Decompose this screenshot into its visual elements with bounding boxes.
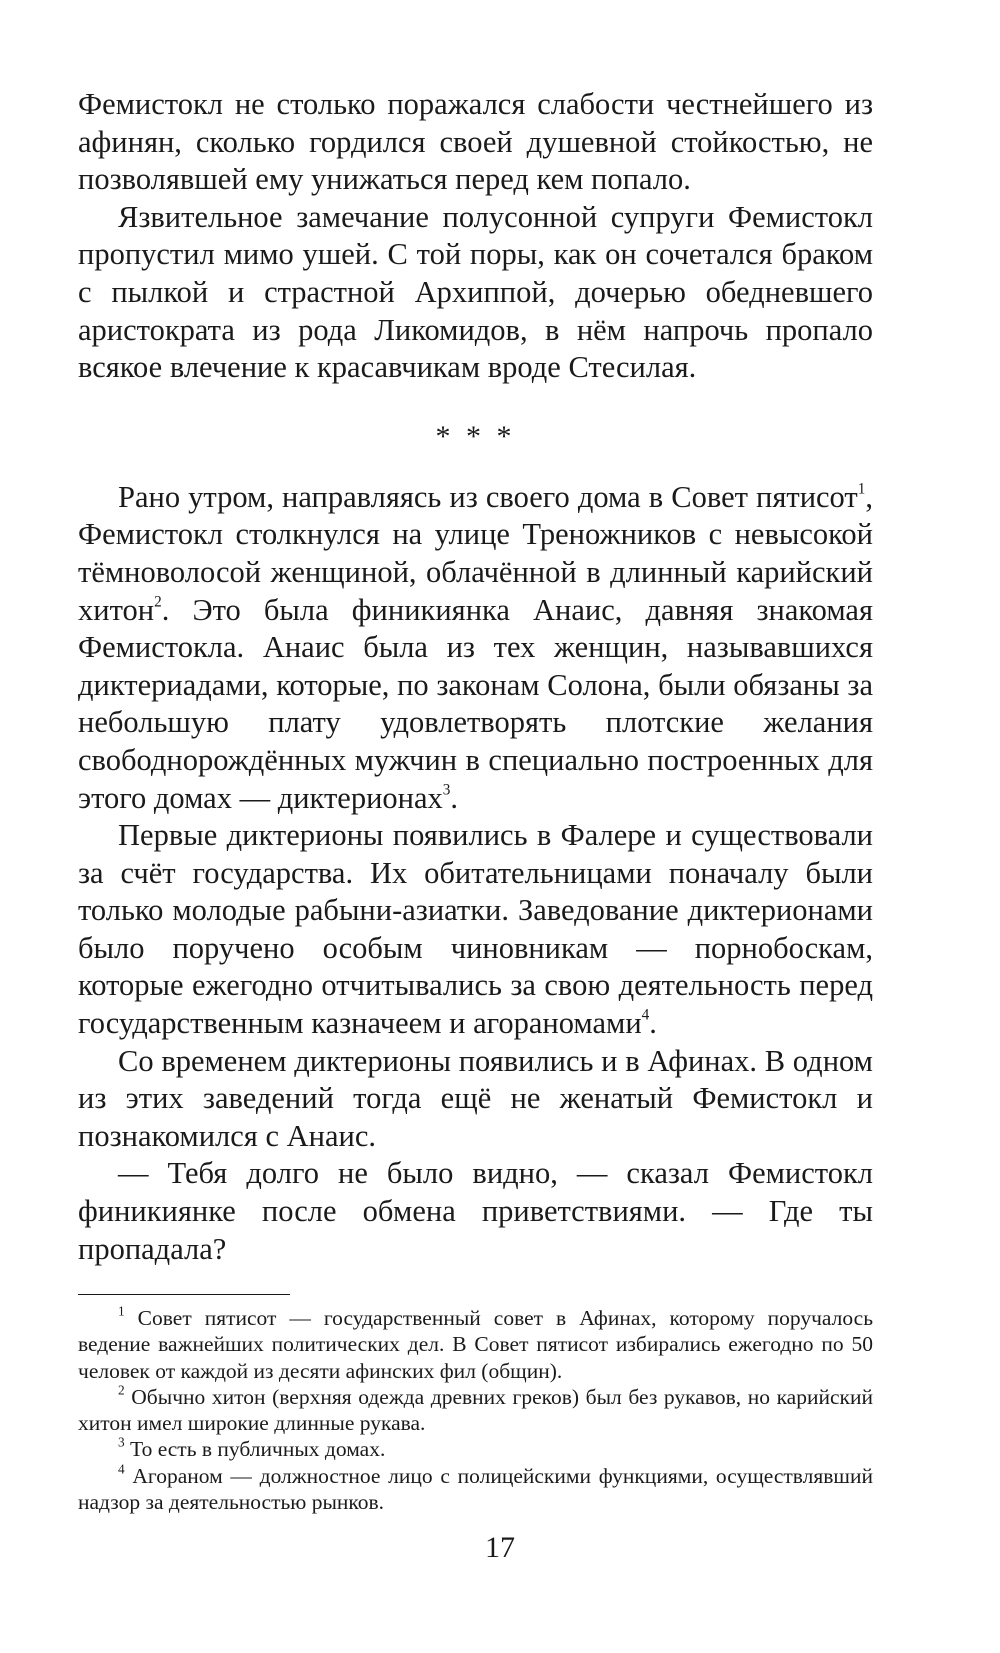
paragraph-1: Фемистокл не столько поражался слабости честнейшего из афинян, сколько гордился своей душевной стойкостью, не позволявшей ему унижаться перед кем попало.	[78, 87, 873, 197]
footnote-mark: 4	[118, 1461, 125, 1477]
footnote-2	[78, 1384, 873, 1437]
paragraph-4-part-b: .	[649, 1006, 657, 1041]
paragraph-5: Со временем диктерионы появились и в Афинах. В одном из этих заведений тогда ещё не женатый Фемистокл и познакомился с Анаис.	[78, 1043, 873, 1153]
footnote-mark: 1	[118, 1303, 125, 1319]
section-separator: * * *	[435, 419, 516, 453]
footnote-text: Совет пятисот — государственный совет в Афинах, которому поручалось ведение важнейших политических дел. В Совет пятисот избирались ежегодно по 50 человек от каждой из десяти афинских фил (общин).	[78, 1306, 873, 1383]
paragraph-6: — Тебя долго не было видно, — сказал Фемистокл финикиянке после обмена приветствиями. — Где ты пропадала?	[78, 1156, 873, 1266]
footnote-ref-4: 4	[641, 1006, 650, 1024]
paragraph-4-part-a: Первые диктерионы появились в Фалере и существовали за счёт государства. Их обитательницами поначалу были только молодые рабыни-азиатки. Заведование диктерионами было поручено особым чиновникам — порнобоскам, которые ежегодно отчитывались за свою деятельность перед государственным казначеем и агораномами	[78, 818, 873, 1041]
paragraph-4	[78, 817, 873, 1043]
paragraph-3-part-d: .	[450, 780, 459, 815]
footnote-rule	[78, 1294, 290, 1295]
footnote-ref-1: 1	[857, 480, 866, 498]
footnotes	[78, 1305, 873, 1515]
footnote-ref-2: 2	[154, 592, 162, 610]
page-number: 17	[485, 1531, 515, 1564]
footnote-1	[78, 1305, 873, 1384]
paragraph-3-part-b: , Фемистокл столкнулся на улице Треножников с невысокой тёмноволосой женщиной, облачённой в длинный карийский хитон	[78, 479, 873, 627]
main-text	[78, 86, 873, 1268]
paragraph-3-part-c: . Это была финикиянка Анаис, давняя знакомая Фемистокла. Анаис была из тех женщин, называвшихся диктериадами, которые, по законам Солона, были обязаны за небольшую плату удовлетворять плотские желания свободнорождённых мужчин в специально построенных для этого домах — диктерионах	[78, 592, 873, 815]
paragraph-2: Язвительное замечание полусонной супруги Фемистокл пропустил мимо ушей. С той поры, как он сочетался браком с пылкой и страстной Архиппой, дочерью обедневшего аристократа из рода Ликомидов, в нём напрочь пропало всякое влечение к красавчикам вроде Стесилая.	[78, 199, 873, 385]
footnote-text: Агораном — должностное лицо с полицейскими функциями, осуществлявший надзор за деятельностью рынков.	[78, 1463, 873, 1515]
footnote-mark: 2	[118, 1382, 125, 1398]
paragraph-3-part-a: Рано утром, направляясь из своего дома в Совет пятисот	[118, 479, 858, 514]
paragraph-3	[78, 479, 873, 817]
footnote-mark: 3	[118, 1435, 125, 1451]
footnote-text: То есть в публичных домах.	[124, 1437, 386, 1462]
footnote-ref-3: 3	[442, 780, 451, 798]
footnote-4	[78, 1463, 873, 1516]
footnote-3	[78, 1436, 873, 1462]
footnote-text: Обычно хитон (верхняя одежда древних греков) был без рукавов, но карийский хитон имел широкие длинные рукава.	[78, 1384, 873, 1436]
